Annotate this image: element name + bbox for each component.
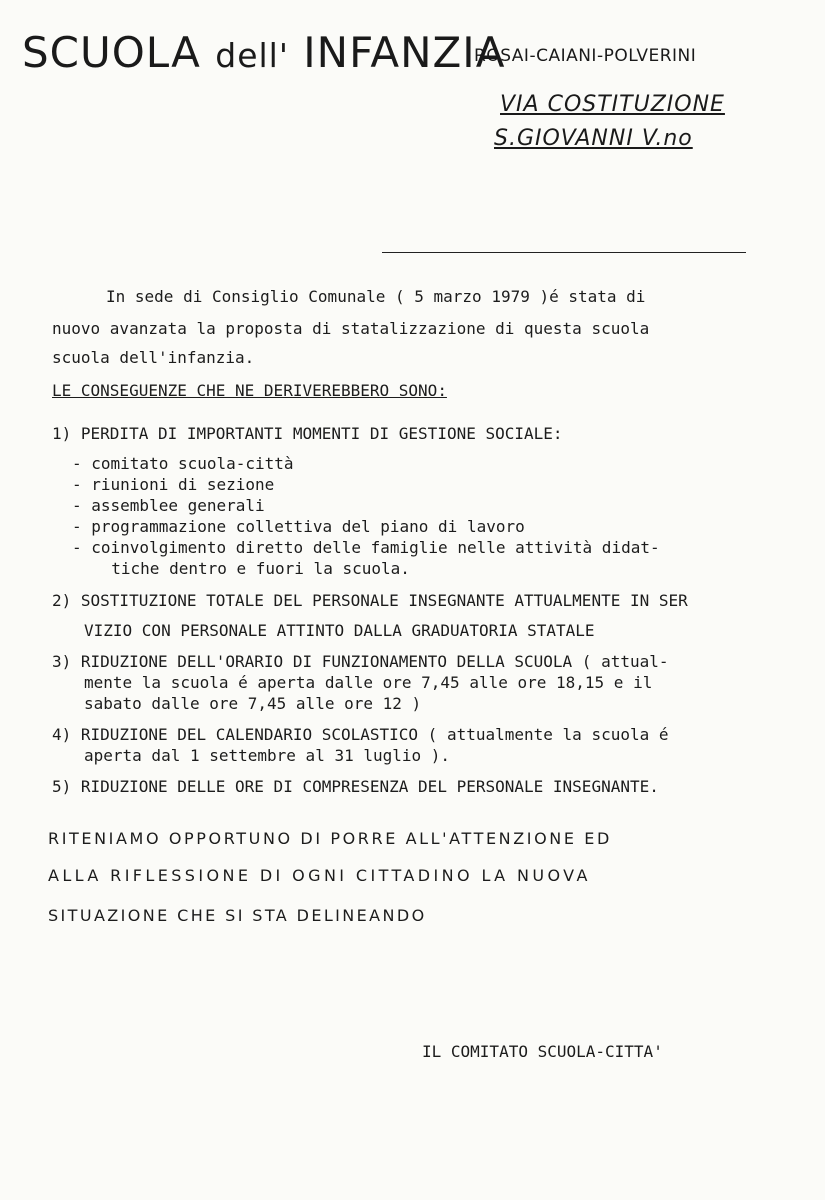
intro-line-1: In sede di Consiglio Comunale ( 5 marzo 1979 )é stata di [106,287,646,306]
point-3-line-1: 3) RIDUZIONE DELL'ORARIO DI FUNZIONAMENTO DELLA SCUOLA ( attual- [52,652,669,671]
school-names: ROSAI-CAIANI-POLVERINI [474,46,697,66]
list-item: - riunioni di sezione [72,475,275,494]
title-word-scuola: SCUOLA [22,28,201,77]
list-item: - coinvolgimento diretto delle famiglie nelle attività didat- [72,538,660,557]
list-item: tiche dentro e fuori la scuola. [92,559,410,578]
point-5: 5) RIDUZIONE DELLE ORE DI COMPRESENZA DEL PERSONALE INSEGNANTE. [52,777,659,796]
list-item: - programmazione collettiva del piano di lavoro [72,517,525,536]
point-2-line-2: VIZIO CON PERSONALE ATTINTO DALLA GRADUATORIA STATALE [84,621,595,640]
point-4-line-2: aperta dal 1 settembre al 31 luglio ). [84,746,451,765]
list-item: - comitato scuola-città [72,454,294,473]
point-3-line-3: sabato dalle ore 7,45 alle ore 12 ) [84,694,422,713]
point-3-line-2: mente la scuola é aperta dalle ore 7,45 alle ore 18,15 e il [84,673,653,692]
title-word-dell: dell' [215,36,289,75]
point-2-line-1: 2) SOSTITUZIONE TOTALE DEL PERSONALE INSEGNANTE ATTUALMENTE IN SER [52,591,688,610]
point-1: 1) PERDITA DI IMPORTANTI MOMENTI DI GESTIONE SOCIALE: [52,424,563,443]
document-title [22,28,505,77]
consequences-heading: LE CONSEGUENZE CHE NE DERIVEREBBERO SONO: [52,381,447,400]
intro-line-2: nuovo avanzata la proposta di statalizzazione di questa scuola [52,319,650,338]
handwritten-note-line-2: ALLA RIFLESSIONE DI OGNI CITTADINO LA NUOVA [48,866,591,885]
title-word-infanzia: INFANZIA [303,28,506,77]
list-item: - assemblee generali [72,496,265,515]
signature: IL COMITATO SCUOLA-CITTA' [422,1042,663,1061]
header-divider [382,252,746,253]
handwritten-note-line-3: SITUAZIONE CHE SI STA DELINEANDO [48,906,427,925]
address-town: S.GIOVANNI V.no [494,126,693,151]
point-4-line-1: 4) RIDUZIONE DEL CALENDARIO SCOLASTICO ( attualmente la scuola é [52,725,669,744]
handwritten-note-line-1: RITENIAMO OPPORTUNO DI PORRE ALL'ATTENZIONE ED [48,829,612,848]
intro-line-3: scuola dell'infanzia. [52,348,255,367]
address-street: VIA COSTITUZIONE [500,92,725,117]
